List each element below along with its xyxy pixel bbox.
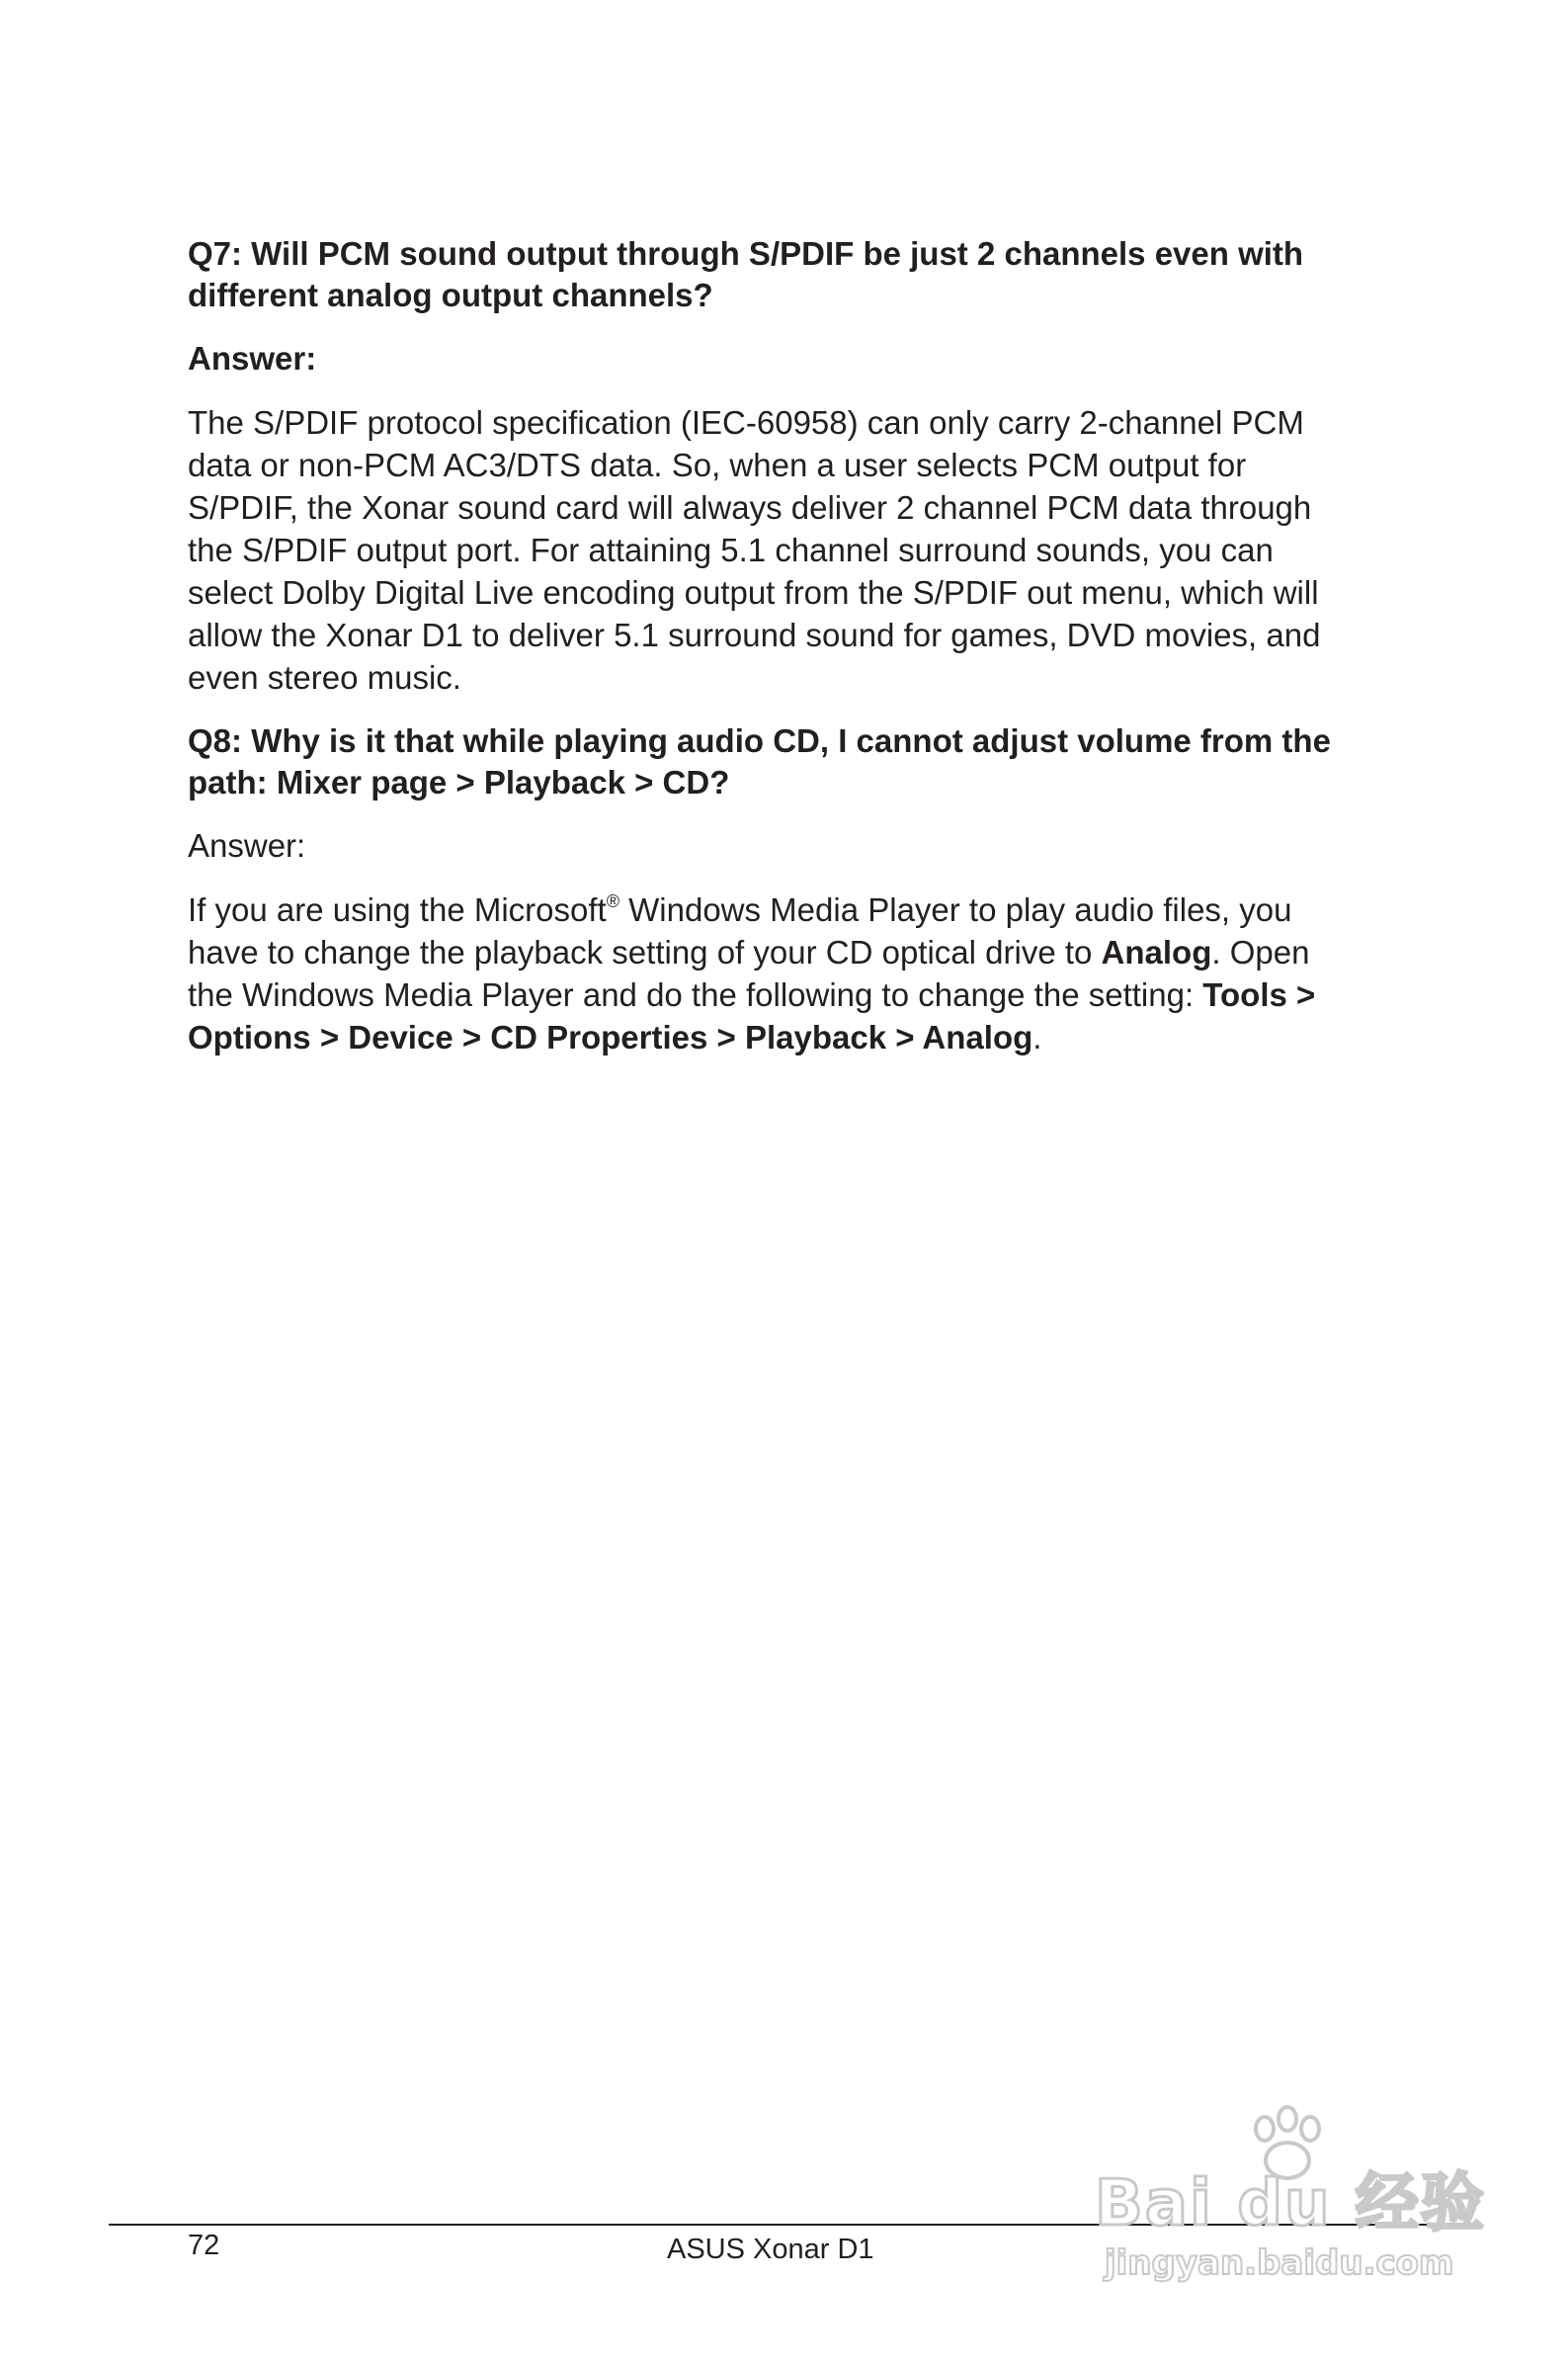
footer-title: ASUS Xonar D1 [667,2234,874,2265]
question-q7: Q7: Will PCM sound output through S/PDIF be just 2 channels even with different analog output channels? [188,235,1304,313]
answer-q8-end: . [1032,1019,1042,1055]
answer-q8-part3: . Open the Windows Media Player and do the following to change the setting: [188,934,1310,1013]
answer-text-q7: The S/PDIF protocol specification (IEC-60958) can only carry 2-channel PCM data or non-PCM AC3/DTS data. So, when a user selects PCM output for S/PDIF, the Xonar sound card will always deliver 2 channel PCM data through the S/PDIF output port. For attaining 5.1 channel surround sounds, you can select Dolby Digital Live encoding output from the S/PDIF out menu, which will allow the Xonar D1 to deliver 5.1 surround sound for games, DVD movies, and even stereo music. [188,404,1321,696]
answer-label-q8: Answer: [188,827,306,864]
answer-q8-part1: If you are using the Microsoft [188,891,607,928]
settings-path: Tools > Options > Device > CD Properties > Playback > Analog [188,976,1316,1055]
answer-text-q8 [188,888,1354,1058]
answer-label-q7: Answer: [188,340,317,377]
answer-q8-part2: Windows Media Player to play audio files, you have to change the playback setting of your CD optical drive to [188,891,1292,971]
page-number: 72 [188,2230,220,2261]
faq-content [188,233,1354,1080]
baidu-jingyan-watermark [1095,2105,1486,2293]
analog-setting: Analog [1101,934,1212,971]
watermark-brand: Bai du 经验 [1095,2167,1486,2240]
question-q8: Q8: Why is it that while playing audio CD, I cannot adjust volume from the path: Mixer page > Playback > CD? [188,722,1331,801]
registered-mark: ® [606,891,619,911]
watermark-url: jingyan.baidu.com [1105,2243,1454,2283]
